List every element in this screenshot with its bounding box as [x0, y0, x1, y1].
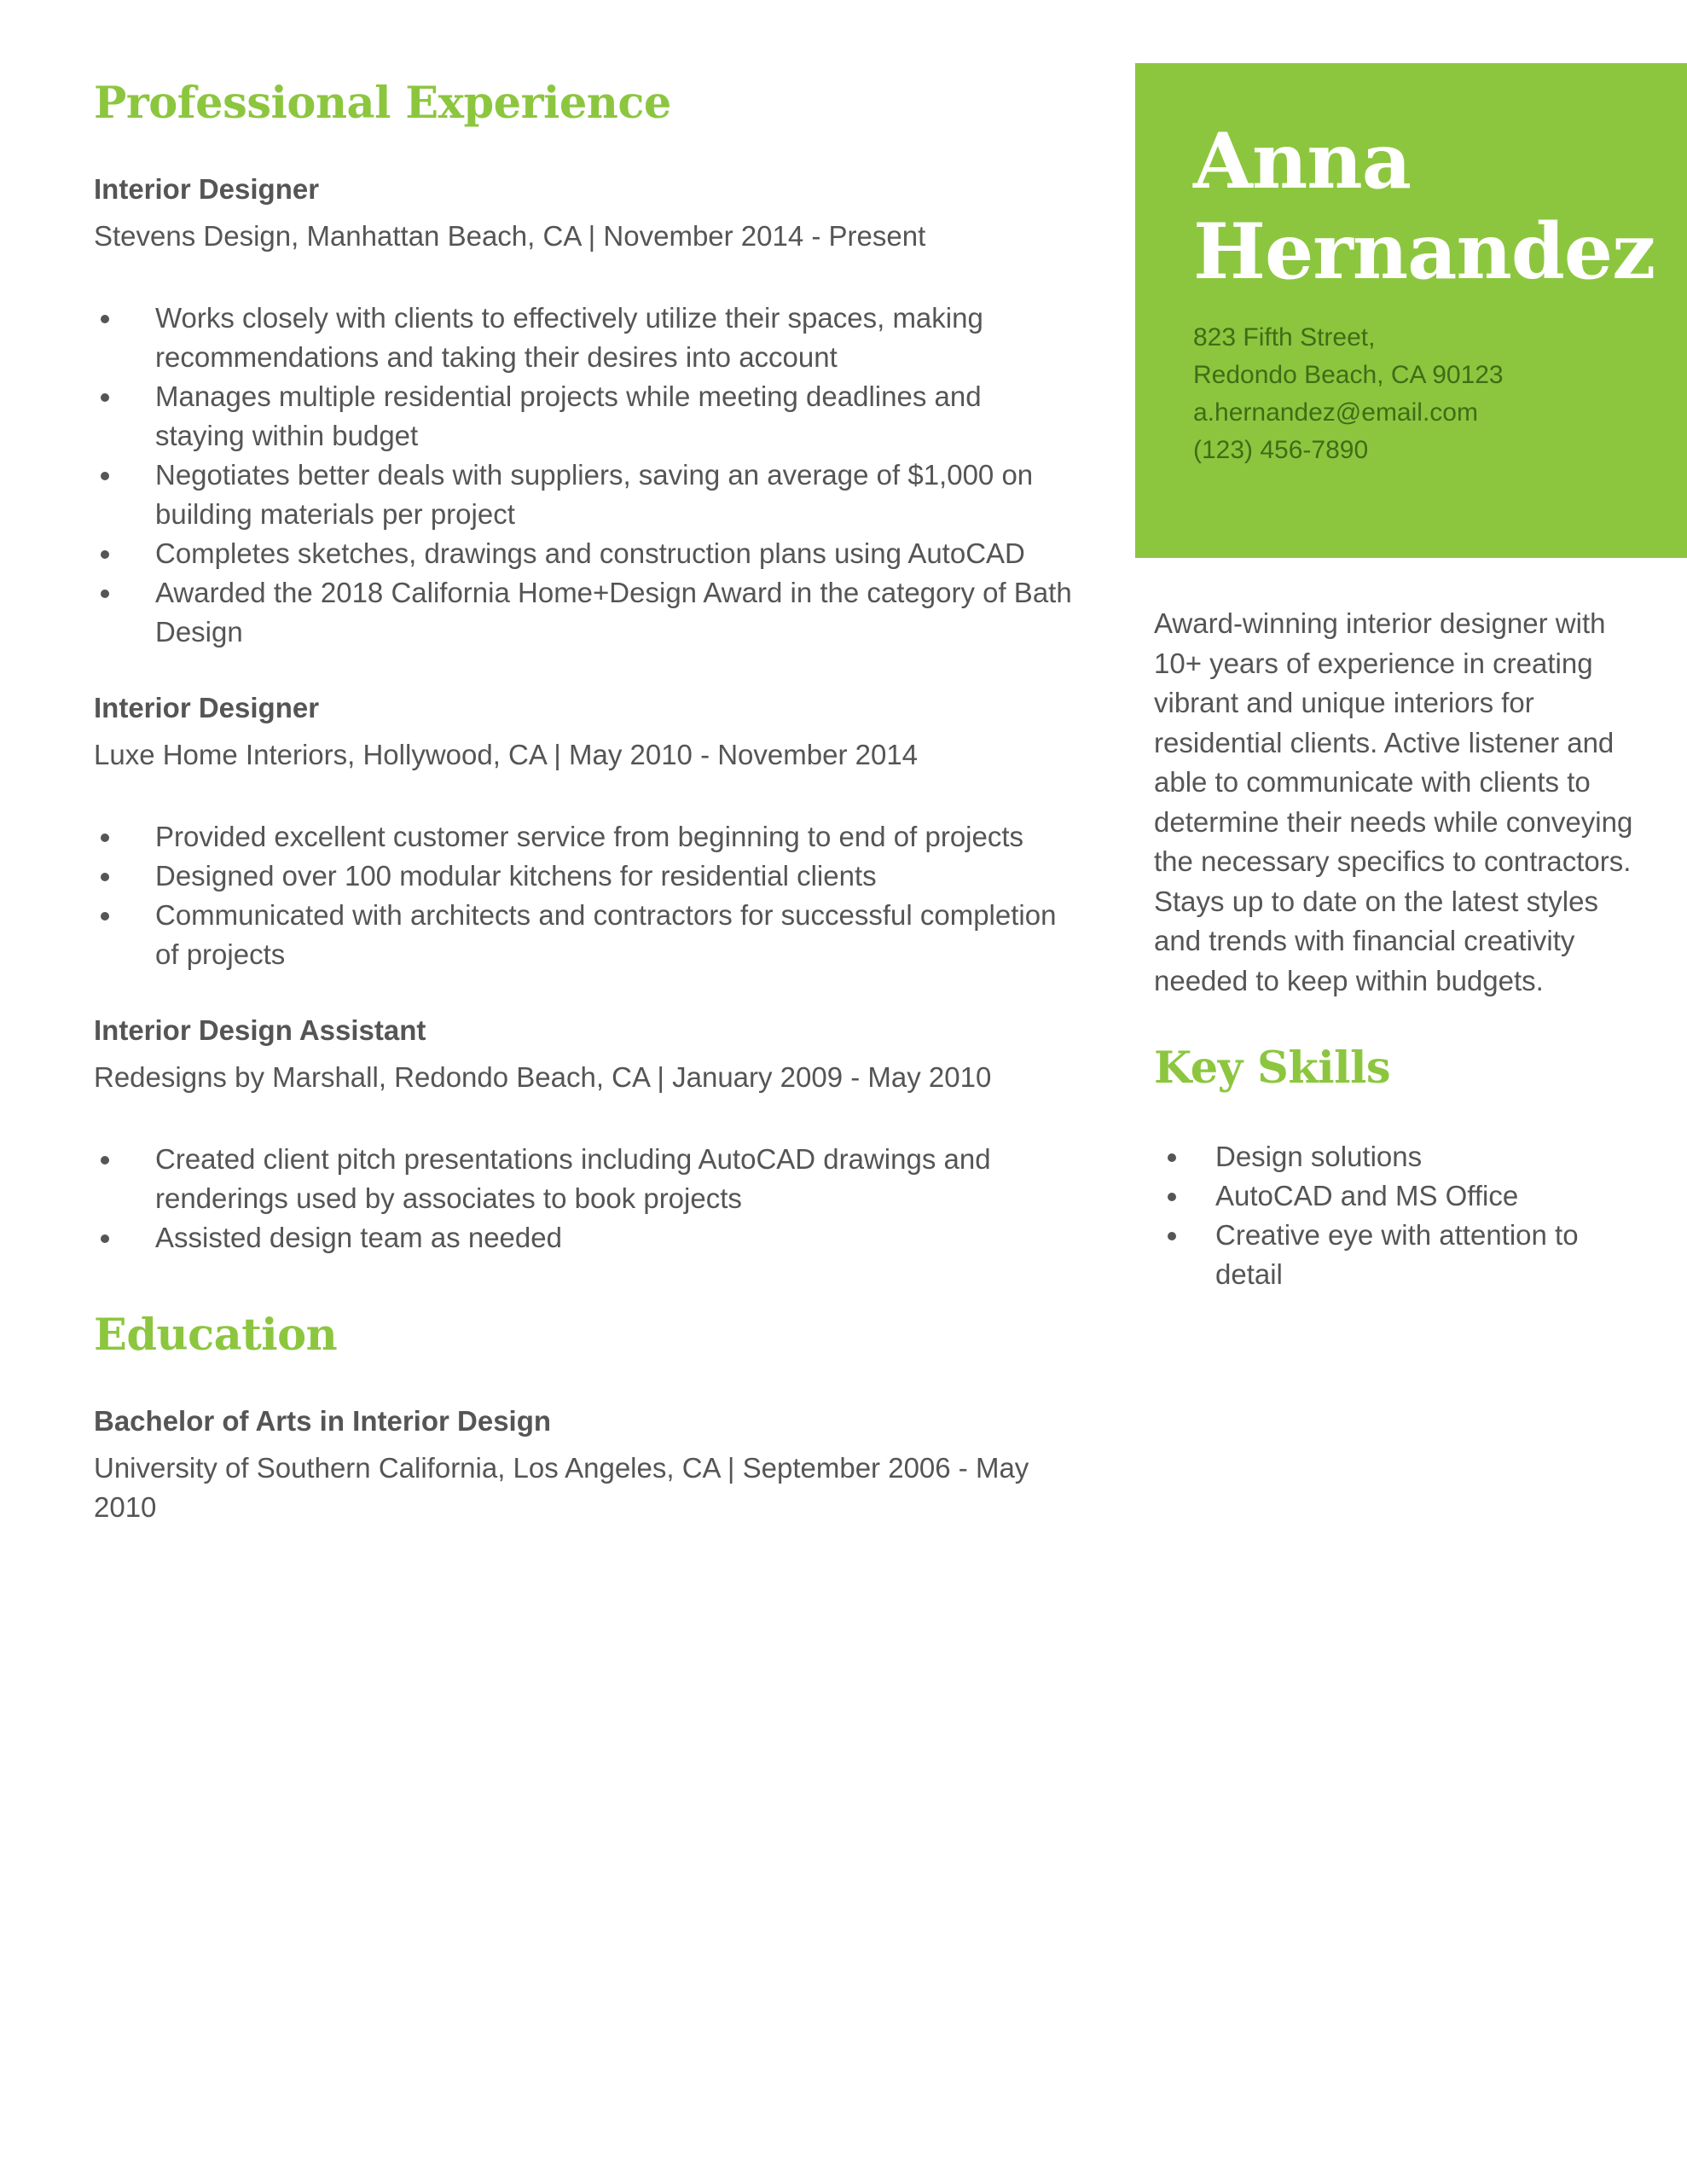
name-first: Anna: [1193, 116, 1412, 206]
bullet-item: Negotiates better deals with suppliers, saving an average of $1,000 on building materials per project: [94, 456, 1075, 534]
bullet-dot-icon: [101, 590, 109, 598]
bullet-dot-icon: [101, 873, 109, 881]
bullet-item: Works closely with clients to effectively utilize their spaces, making recommendations and taking their desires into account: [94, 299, 1075, 377]
job-entry: [94, 171, 1075, 652]
bullet-dot-icon: [101, 834, 109, 842]
job-bullets: [94, 1140, 1075, 1258]
education-heading: Education: [94, 1310, 338, 1361]
contact-city: Redondo Beach, CA 90123: [1193, 361, 1504, 389]
job-title: Interior Designer: [94, 173, 320, 205]
profile-summary: Award-winning interior designer with 10+ years of experience in creating vibrant and unique interiors for residential clients. Active listener and able to communicate with clients to determine their needs while conveying the necessary specifics to contractors. Stays up to date on the latest styles and trends with financial creativity needed to keep within budgets.: [1154, 607, 1633, 996]
bullet-item: Assisted design team as needed: [94, 1218, 1075, 1258]
bullet-dot-icon: [1168, 1153, 1176, 1162]
education-entry: [94, 1403, 1075, 1527]
job-bullets: [94, 299, 1075, 652]
bullet-dot-icon: [101, 393, 109, 402]
skills-heading: Key Skills: [1154, 1043, 1391, 1094]
bullet-item: Communicated with architects and contractors for successful completion of projects: [94, 896, 1075, 974]
bullet-dot-icon: [101, 472, 109, 480]
bullet-item: Completes sketches, drawings and construction plans using AutoCAD: [94, 534, 1075, 573]
job-meta: Luxe Home Interiors, Hollywood, CA | May 2010 - November 2014: [94, 739, 919, 770]
contact-email: a.hernandez@email.com: [1193, 398, 1478, 427]
degree-title: Bachelor of Arts in Interior Design: [94, 1405, 552, 1437]
bullet-dot-icon: [101, 912, 109, 921]
bullet-item: Created client pitch presentations including AutoCAD drawings and renderings used by associates to book projects: [94, 1140, 1075, 1218]
bullet-item: Designed over 100 modular kitchens for residential clients: [94, 857, 1075, 896]
job-title: Interior Design Assistant: [94, 1014, 426, 1046]
bullet-dot-icon: [101, 1234, 109, 1243]
name-header-block: [1135, 63, 1687, 558]
main-column: [94, 77, 1075, 1527]
contact-street: 823 Fifth Street,: [1193, 323, 1376, 351]
contact-info: [1193, 319, 1504, 469]
experience-heading: Professional Experience: [94, 78, 671, 129]
job-entry: [94, 1012, 1075, 1258]
skill-item: AutoCAD and MS Office: [1154, 1176, 1649, 1216]
skill-item: Creative eye with attention to detail: [1154, 1216, 1649, 1294]
bullet-dot-icon: [101, 1156, 109, 1165]
sidebar-column: [1154, 604, 1649, 1294]
job-title: Interior Designer: [94, 692, 320, 723]
bullet-item: Awarded the 2018 California Home+Design Award in the category of Bath Design: [94, 573, 1075, 652]
name-last: Hernandez: [1193, 206, 1655, 297]
skills-list: [1154, 1137, 1649, 1294]
candidate-name: [1193, 116, 1655, 297]
bullet-item: Manages multiple residential projects while meeting deadlines and staying within budget: [94, 377, 1075, 456]
job-meta: Stevens Design, Manhattan Beach, CA | November 2014 - Present: [94, 220, 926, 252]
job-entry: [94, 689, 1075, 974]
bullet-dot-icon: [101, 315, 109, 323]
bullet-dot-icon: [1168, 1193, 1176, 1201]
job-meta: Redesigns by Marshall, Redondo Beach, CA | January 2009 - May 2010: [94, 1061, 992, 1093]
bullet-item: Provided excellent customer service from beginning to end of projects: [94, 817, 1075, 857]
bullet-dot-icon: [1168, 1232, 1176, 1240]
skill-item: Design solutions: [1154, 1137, 1649, 1176]
education-meta: University of Southern California, Los Angeles, CA | September 2006 - May 2010: [94, 1452, 1029, 1523]
contact-phone: (123) 456-7890: [1193, 436, 1369, 464]
job-bullets: [94, 817, 1075, 974]
bullet-dot-icon: [101, 550, 109, 559]
